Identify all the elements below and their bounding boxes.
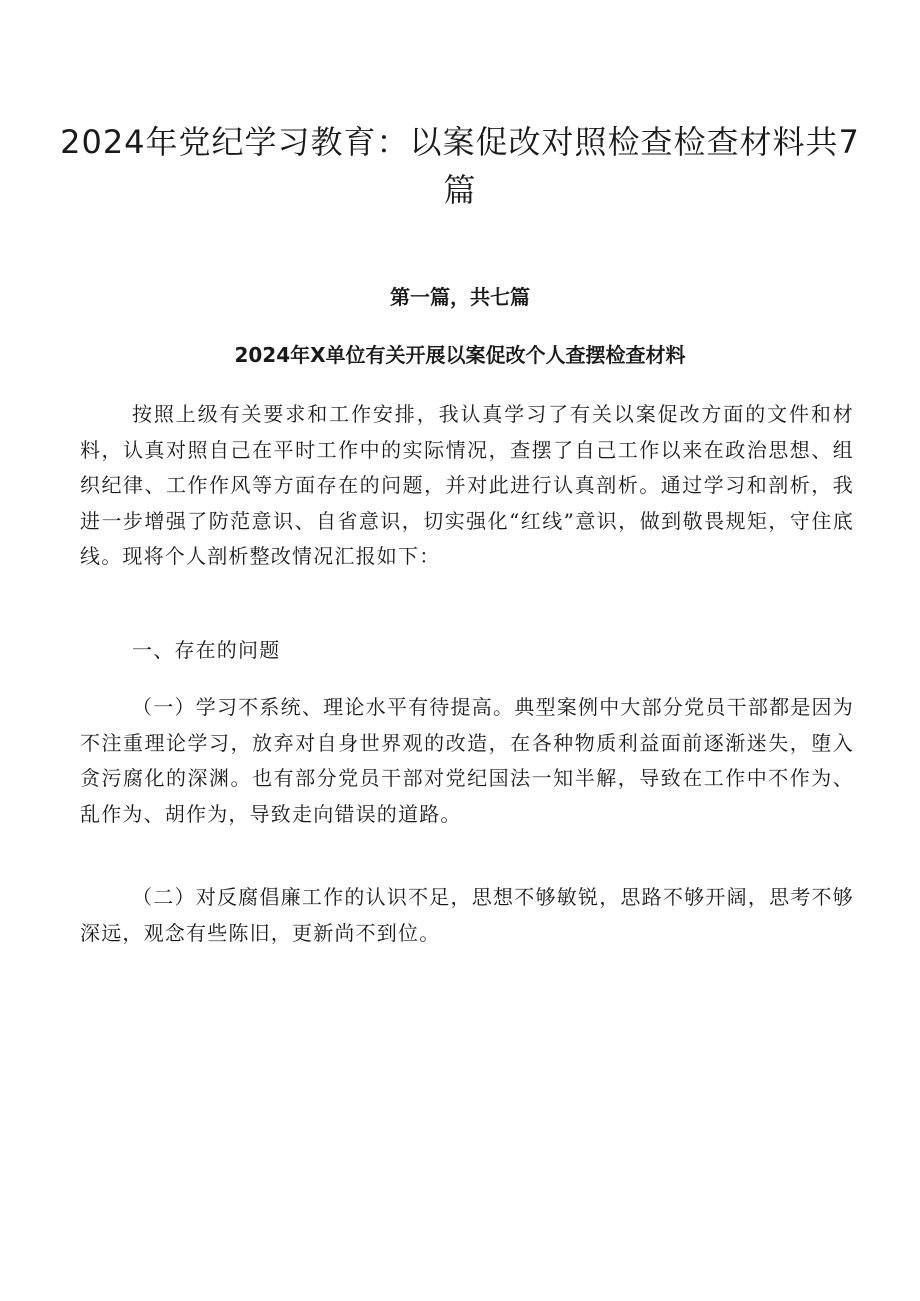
intro-paragraph: 按照上级有关要求和工作安排，我认真学习了有关以案促改方面的文件和材料，认真对照自己在平时工作中的实际情况，查摆了自己工作以来在政治思想、组织纪律、工作作风等方面存在的问题，并对此进行认真剖析。通过学习和剖析，我进一步增强了防范意识、自省意识，切实强化“红线”意识，做到敬畏规矩，守住底线。现将个人剖析整改情况汇报如下： [80, 402, 854, 568]
problem-item-2: （二）对反腐倡廉工作的认识不足，思想不够敏锐，思路不够开阔，思考不够深远，观念有些陈旧，更新尚不到位。 [80, 885, 854, 945]
chapter-heading: 第一篇，共七篇 [390, 285, 530, 309]
section-heading-problems: 一、存在的问题 [132, 638, 281, 662]
chapter-subtitle: 2024年X单位有关开展以案促改个人查摆检查材料 [234, 343, 686, 367]
problem-item-1: （一）学习不系统、理论水平有待提高。典型案例中大部分党员干部都是因为不注重理论学习，放弃对自身世界观的改造，在各种物质利益面前逐渐迷失，堕入贪污腐化的深渊。也有部分党员干部对党纪国法一知半解，导致在工作中不作为、乱作为、胡作为，导致走向错误的道路。 [80, 695, 854, 826]
document-title: 2024年党纪学习教育：以案促改对照检查检查材料共7篇 [60, 123, 860, 209]
